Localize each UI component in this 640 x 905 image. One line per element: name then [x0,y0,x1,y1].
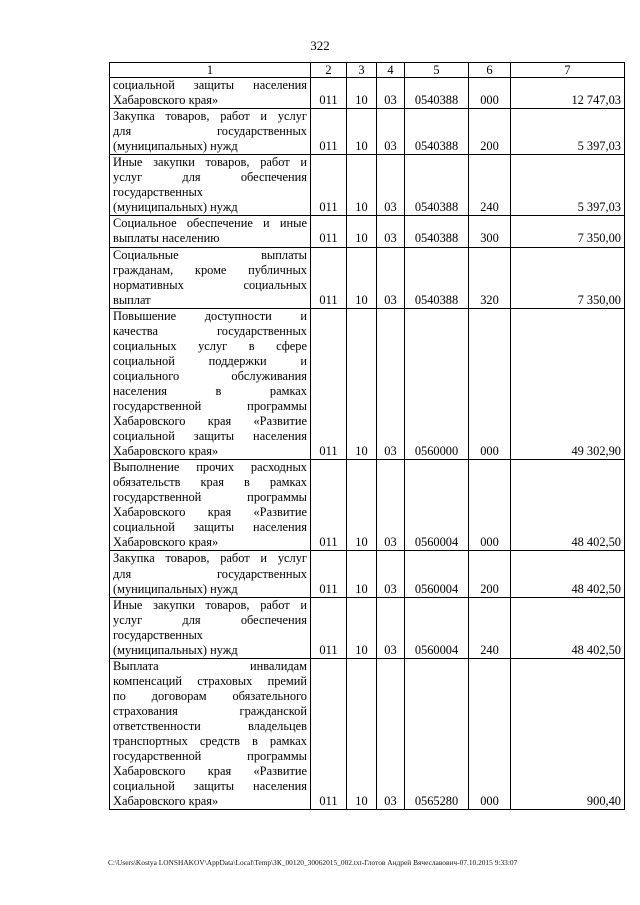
expense-type-code: 320 [469,247,511,308]
description-line: Повышение доступности и [113,308,307,323]
amount: 48 402,50 [511,551,625,597]
description-line: качества государственных [113,323,307,338]
description-line: (муниципальных) нужд [113,642,238,657]
description-line: социальной защиты населения [113,779,307,794]
row-description [110,155,311,216]
description-line: Хабаровского края «Развитие [113,764,307,779]
subsection-code: 03 [377,551,405,597]
amount: 5 397,03 [511,109,625,155]
section-code: 10 [347,247,377,308]
description-line: Хабаровского края» [113,444,219,459]
amount: 48 402,50 [511,460,625,551]
expense-type-code: 000 [469,460,511,551]
section-code: 10 [347,597,377,658]
description-line: Выполнение прочих расходных [113,460,307,475]
table-row [110,460,625,551]
description-line: ответственности владельцев [113,718,307,733]
subsection-code: 03 [377,247,405,308]
description-line: государственной программы [113,490,307,505]
row-description [110,551,311,597]
subsection-code: 03 [377,109,405,155]
table-row [110,247,625,308]
page-number: 322 [310,38,330,53]
description-line: по договорам обязательного [113,688,307,703]
section-code: 10 [347,109,377,155]
table-row [110,155,625,216]
target-item-code: 0560000 [405,308,469,459]
description-line: гражданам, кроме публичных [113,262,307,277]
row-description [110,460,311,551]
description-line: для государственных [113,124,307,139]
section-code: 10 [347,308,377,459]
amount: 49 302,90 [511,308,625,459]
ministry-code: 011 [311,78,347,109]
ministry-code: 011 [311,109,347,155]
description-line: для государственных [113,566,307,581]
row-description [110,308,311,459]
amount: 5 397,03 [511,155,625,216]
description-line: Хабаровского края» [113,794,219,809]
column-header: 4 [377,63,405,78]
row-description [110,597,311,658]
description-line: населения в рамках [113,383,307,398]
description-line: Социальные выплаты [113,247,307,262]
row-description [110,78,311,109]
ministry-code: 011 [311,155,347,216]
amount: 7 350,00 [511,247,625,308]
description-line: социальной защиты населения [113,520,307,535]
table-row [110,658,625,809]
description-line: (муниципальных) нужд [113,139,238,154]
ministry-code: 011 [311,460,347,551]
column-header: 6 [469,63,511,78]
ministry-code: 011 [311,551,347,597]
section-code: 10 [347,78,377,109]
ministry-code: 011 [311,247,347,308]
description-line: государственной программы [113,749,307,764]
description-line: выплаты населению [113,231,220,246]
description-line: социального обслуживания [113,368,307,383]
amount: 48 402,50 [511,597,625,658]
expense-type-code: 000 [469,658,511,809]
table-row [110,551,625,597]
row-description [110,109,311,155]
section-code: 10 [347,658,377,809]
subsection-code: 03 [377,155,405,216]
amount: 7 350,00 [511,216,625,247]
subsection-code: 03 [377,658,405,809]
table-row [110,216,625,247]
subsection-code: 03 [377,216,405,247]
ministry-code: 011 [311,597,347,658]
ministry-code: 011 [311,658,347,809]
target-item-code: 0540388 [405,109,469,155]
description-line: компенсаций страховых премий [113,673,307,688]
target-item-code: 0560004 [405,551,469,597]
description-line: (муниципальных) нужд [113,200,238,215]
description-line: Социальное обеспечение и иные [113,216,307,231]
table-header-row [110,63,625,78]
description-line: Иные закупки товаров, работ и [113,155,307,170]
budget-table [109,62,625,810]
section-code: 10 [347,551,377,597]
expense-type-code: 000 [469,78,511,109]
expense-type-code: 240 [469,597,511,658]
description-line: Хабаровского края «Развитие [113,505,307,520]
column-header: 7 [511,63,625,78]
amount: 900,40 [511,658,625,809]
ministry-code: 011 [311,308,347,459]
section-code: 10 [347,216,377,247]
expense-type-code: 200 [469,551,511,597]
description-line: государственной программы [113,398,307,413]
description-line: Иные закупки товаров, работ и [113,597,307,612]
ministry-code: 011 [311,216,347,247]
column-header: 3 [347,63,377,78]
description-line: Выплата инвалидам [113,658,307,673]
target-item-code: 0540388 [405,155,469,216]
description-line: Закупка товаров, работ и услуг [113,551,307,566]
expense-type-code: 240 [469,155,511,216]
description-line: услуг для обеспечения [113,612,307,627]
table-row [110,597,625,658]
description-line: социальной поддержки и [113,353,307,368]
table-row [110,308,625,459]
subsection-code: 03 [377,78,405,109]
description-line: социальных услуг в сфере [113,338,307,353]
description-line: государственных [113,627,204,642]
description-line: государственных [113,185,204,200]
target-item-code: 0560004 [405,460,469,551]
row-description [110,658,311,809]
target-item-code: 0540388 [405,216,469,247]
table-row [110,109,625,155]
description-line: социальной защиты населения [113,429,307,444]
description-line: обязательств края в рамках [113,475,307,490]
file-path-footer: C:\Users\Kostya LONSHAKOV\AppData\Local\Temp\ЗК_00120_30062015_002.txt-Глотов Андрей Вячеславович-07.10.2015 9:33:07 [108,858,518,867]
expense-type-code: 200 [469,109,511,155]
target-item-code: 0565280 [405,658,469,809]
section-code: 10 [347,155,377,216]
column-header: 1 [110,63,311,78]
section-code: 10 [347,460,377,551]
description-line: выплат [113,292,151,307]
description-line: (муниципальных) нужд [113,581,238,596]
description-line: услуг для обеспечения [113,170,307,185]
amount: 12 747,03 [511,78,625,109]
target-item-code: 0540388 [405,78,469,109]
row-description [110,247,311,308]
description-line: Хабаровского края» [113,535,219,550]
table-row [110,78,625,109]
column-header: 5 [405,63,469,78]
column-header: 2 [311,63,347,78]
description-line: социальной защиты населения [113,78,307,92]
description-line: нормативных социальных [113,277,307,292]
expense-type-code: 000 [469,308,511,459]
description-line: Закупка товаров, работ и услуг [113,109,307,124]
row-description [110,216,311,247]
description-line: Хабаровского края» [113,93,219,108]
description-line: транспортных средств в рамках [113,734,307,749]
subsection-code: 03 [377,597,405,658]
subsection-code: 03 [377,460,405,551]
description-line: Хабаровского края «Развитие [113,414,307,429]
expense-type-code: 300 [469,216,511,247]
target-item-code: 0540388 [405,247,469,308]
description-line: страхования гражданской [113,703,307,718]
target-item-code: 0560004 [405,597,469,658]
subsection-code: 03 [377,308,405,459]
